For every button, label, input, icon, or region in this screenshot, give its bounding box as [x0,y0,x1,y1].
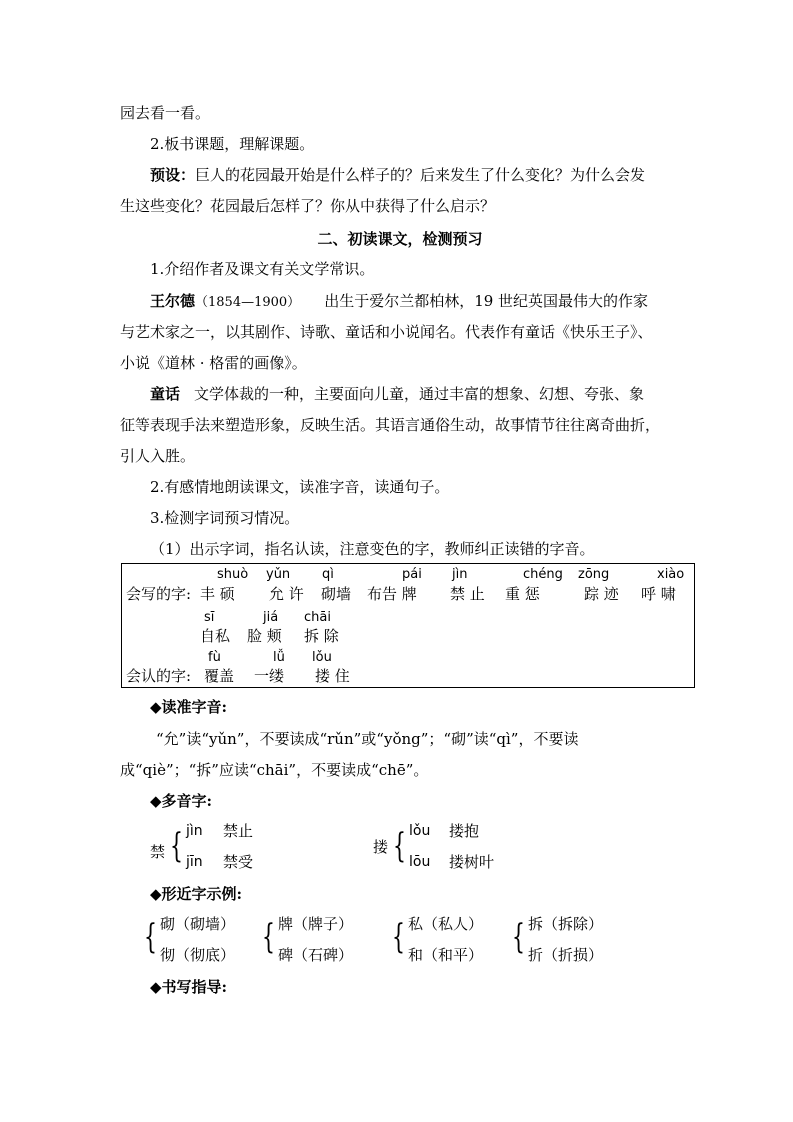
polyphone-char: 搂 [373,838,389,856]
similar-char: 碑（石碑） [278,946,354,964]
similar-char: 砌（砌墙） [160,915,236,933]
pinyin: xiào [657,567,685,582]
wilde-label: 王尔德 [150,292,196,310]
pinyin: qì [322,567,334,582]
pinyin: lōu [409,854,431,870]
wilde-dates: （1854—1900） [195,295,301,310]
vocab-word: 丰 硕 [200,585,235,603]
vocab-word: 砌墙 [321,585,352,603]
list-item: 1.介绍作者及课文有关文学常识。 [150,260,375,278]
vocab-table [121,563,695,688]
vocab-word: 搂 住 [315,667,350,685]
list-item: 2.板书课题，理解课题。 [150,135,315,153]
similar-char: 牌（牌子） [278,915,354,933]
text-line: 园去看一看。 [120,104,211,122]
preset-paragraph [150,165,690,185]
preset-label: 预设： [150,166,196,184]
polyphone-char: 禁 [150,843,166,861]
wilde-text: 出生于爱尔兰都柏林，19 世纪英国最伟大的作家 [324,292,649,310]
fairy-paragraph [150,384,690,404]
text-line: 征等表现手法来塑造形象，反映生活。其语言通俗生动，故事情节往往离奇曲折， [120,416,661,434]
brace-icon: { [262,917,275,957]
pinyin: zōng [578,567,610,582]
pinyin: shuò [217,567,249,582]
similar-char: 折（折损） [528,946,604,964]
pinyin: jìn [452,567,468,582]
section-subheading: ◆读准字音: [150,698,228,716]
brace-icon: { [144,917,157,957]
similar-char: 私（私人） [408,915,484,933]
brace-icon: { [392,917,405,957]
pinyin: fù [208,650,221,665]
vocab-label: 会认的字: [126,667,192,685]
section-heading: 二、初读课文，检测预习 [317,230,483,248]
pinyin: jīn [186,854,203,870]
text-line: 生这些变化？花园最后怎样了？你从中获得了什么启示？ [120,197,496,215]
text-line: 引人入胜。 [120,447,196,465]
vocab-word: 脸 颊 [247,627,282,645]
vocab-word: 禁 止 [450,585,485,603]
pinyin: yǔn [266,567,291,582]
section-subheading: ◆多音字: [150,792,213,810]
polyphone-word: 搂抱 [449,822,480,840]
section-subheading: ◆书写指导: [150,978,228,996]
polyphone-word: 禁止 [223,822,254,840]
pinyin: sī [204,610,215,625]
text-line: 成“qiè”；“拆”应读“chāi”，不要读成“chē”。 [120,761,429,779]
preset-text: 巨人的花园最开始是什么样子的？后来发生了什么变化？为什么会发 [195,166,646,184]
similar-char: 拆（拆除） [528,915,604,933]
polyphone-word: 搂树叶 [449,853,495,871]
list-item: 2.有感情地朗读课文，读准字音，读通句子。 [150,478,450,496]
brace-icon: { [393,826,406,866]
vocab-label: 会写的字: [126,585,192,603]
vocab-word: 重 惩 [505,585,540,603]
pinyin: chāi [304,610,331,625]
brace-icon: { [512,917,525,957]
fairy-label: 童话 [150,385,181,403]
section-subheading: ◆形近字示例: [150,885,243,903]
vocab-word: 一缕 [254,667,285,685]
fairy-text: 文学体裁的一种，主要面向儿童，通过丰富的想象、幻想、夸张、象 [194,385,645,403]
brace-icon: { [170,826,183,866]
vocab-word: 覆盖 [204,667,235,685]
list-item: （1）出示字词，指名认读，注意变色的字，教师纠正读错的字音。 [150,540,595,558]
pinyin: jìn [186,823,203,839]
pinyin: jiá [263,610,279,625]
list-item: 3.检测字词预习情况。 [150,509,300,527]
pinyin: chéng [523,567,563,582]
similar-char: 和（和平） [408,946,484,964]
polyphone-word: 禁受 [223,853,254,871]
text-line: 与艺术家之一，以其剧作、诗歌、童话和小说闻名。代表作有童话《快乐王子》、 [120,323,653,341]
pinyin: lǒu [409,823,431,839]
vocab-word: 踪 迹 [584,585,619,603]
vocab-word: 布告 牌 [367,585,417,603]
vocab-word: 允 许 [269,585,304,603]
pinyin: lǚ [273,650,285,665]
text-line: “允”读“yǔn”，不要读成“rǔn”或“yǒng”；“砌”读“qì”，不要读 [156,730,579,748]
similar-char: 彻（彻底） [160,946,236,964]
pinyin: pái [402,567,422,582]
pinyin: lǒu [312,650,332,665]
wilde-paragraph [150,291,690,313]
vocab-word: 呼 啸 [641,585,676,603]
vocab-word: 自私 [200,627,231,645]
vocab-word: 拆 除 [304,627,339,645]
text-line: 小说《道林 · 格雷的画像》。 [120,354,307,372]
